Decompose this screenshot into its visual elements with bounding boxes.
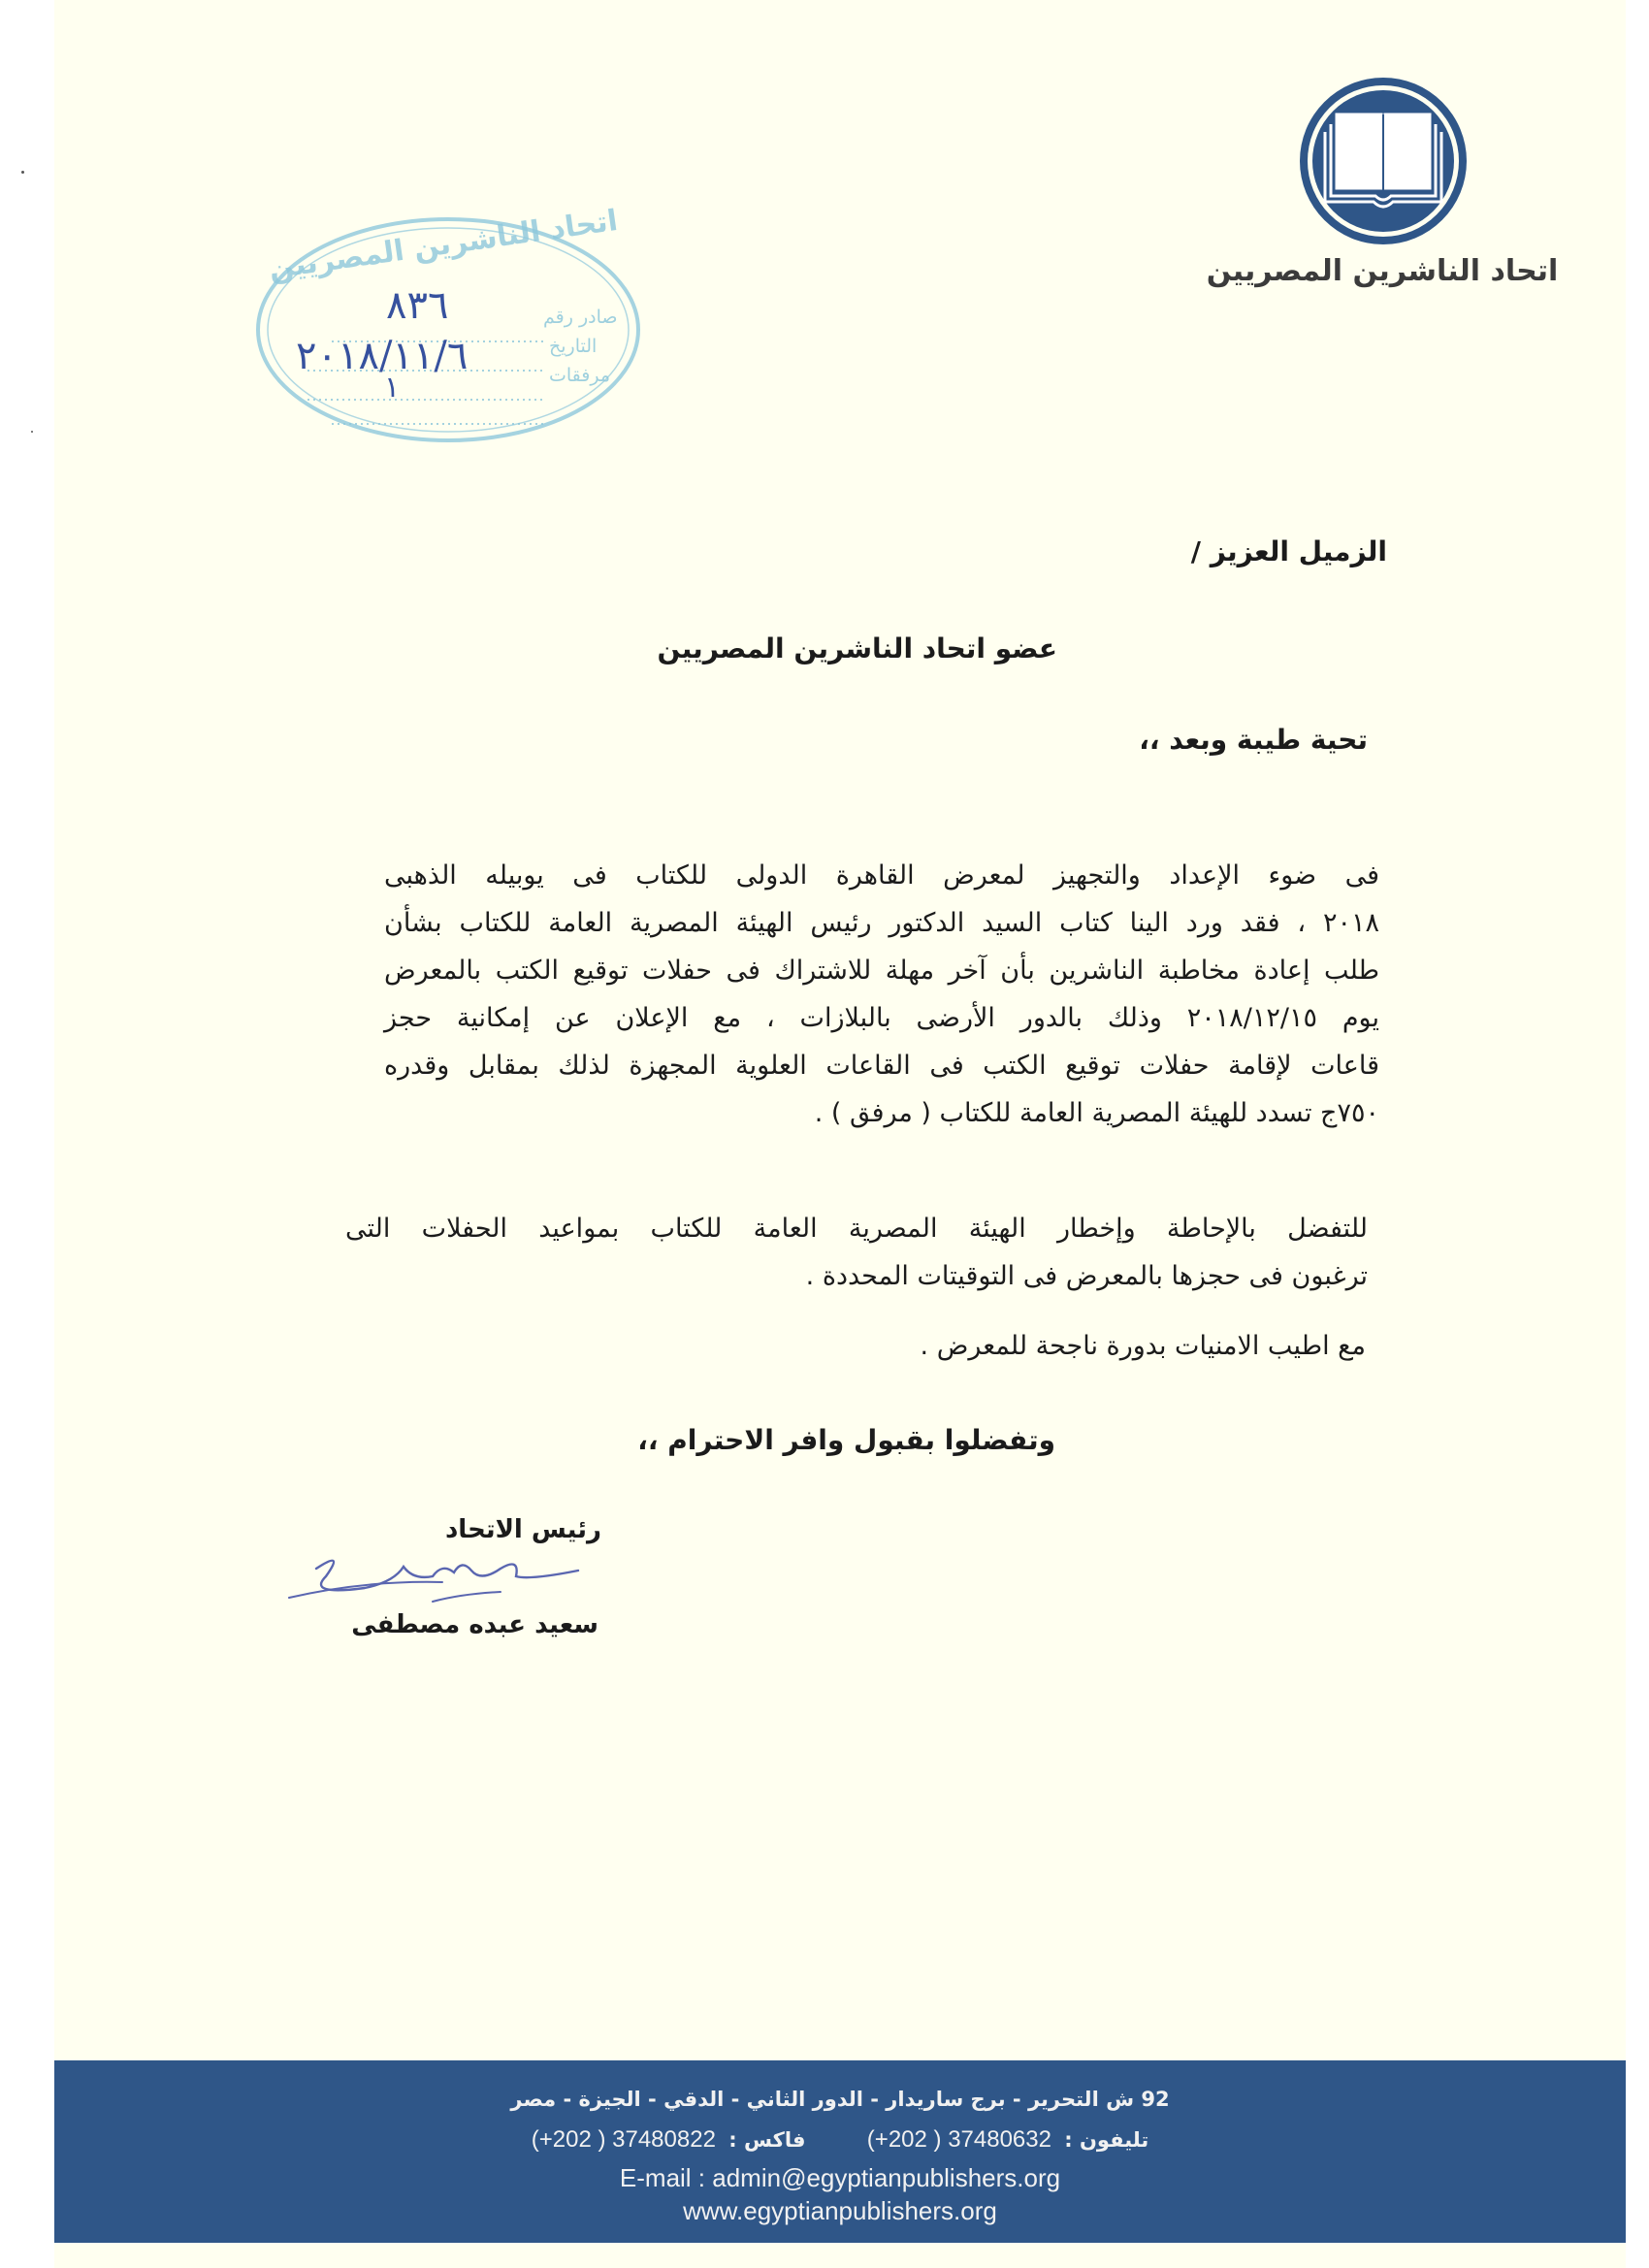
stamp-handwritten-attachments: ١ (384, 371, 401, 405)
signer-title: رئيس الاتحاد (444, 1515, 601, 1544)
footer-website[interactable]: www.egyptianpublishers.org (683, 2196, 997, 2225)
letterhead-footer (54, 2060, 1626, 2243)
fax-number: 37480822 ( 202+) (531, 2126, 716, 2153)
paragraph2-line: ترغبون فى حجزها بالمعرض فى التوقيتات المحددة . (805, 1261, 1368, 1291)
paragraph1-line: فى ضوء الإعداد والتجهيز لمعرض القاهرة الدولى للكتاب فى يوبيله الذهبى (384, 860, 1379, 891)
phone-number: 37480632 ( 202+) (866, 2126, 1051, 2153)
stamp-title: اتحاد الناشرين المصريين (266, 203, 620, 287)
scan-speck (21, 171, 24, 174)
open-book-icon (1298, 76, 1469, 246)
salutation: الزميل العزيز / (1190, 535, 1387, 567)
paragraph1-line: يوم ٢٠١٨/١٢/١٥ وذلك بالدور الأرضى بالبلازات ، مع الإعلان عن إمكانية حجز (384, 1003, 1379, 1033)
footer-phone-fax (54, 2126, 1626, 2154)
stamp-label-date: التاريخ (549, 336, 598, 357)
wishes-line: مع اطيب الامنيات بدورة ناجحة للمعرض . (920, 1331, 1366, 1361)
footer-address: 92 ش التحرير - برج ساريدار - الدور الثاني - الدقي - الجيزة - مصر (510, 2088, 1170, 2111)
stamp-label-number: صادر رقم (543, 307, 618, 328)
signer-name: سعيد عبده مصطفى (351, 1610, 598, 1639)
handwritten-signature (287, 1547, 617, 1615)
stamp-label-attachments: مرفقات (549, 365, 611, 386)
footer-email[interactable]: E-mail : admin@egyptianpublishers.org (619, 2163, 1061, 2192)
organization-name: اتحاد الناشرين المصريين (1206, 254, 1559, 288)
closing-line: وتفضلوا بقبول وافر الاحترام ،، (637, 1424, 1055, 1456)
paragraph1-line: طلب إعادة مخاطبة الناشرين بأن آخر مهلة للاشتراك فى حفلات توقيع الكتب بالمعرض (384, 956, 1379, 986)
paragraph2-line: للتفضل بالإحاطة وإخطار الهيئة المصرية العامة للكتاب بمواعيد الحفلات التى (345, 1214, 1368, 1244)
fax-label: فاكس : (728, 2128, 806, 2152)
paragraph1-line: ٧٥٠ج تسدد للهيئة المصرية العامة للكتاب ( مرفق ) . (814, 1098, 1379, 1128)
scan-speck (31, 431, 33, 433)
stamp-handwritten-number: ٨٣٦ (386, 283, 449, 328)
addressee: عضو اتحاد الناشرين المصريين (657, 632, 1057, 664)
paragraph1-line: ٢٠١٨ ، فقد ورد الينا كتاب السيد الدكتور رئيس الهيئة المصرية العامة للكتاب بشأن (384, 908, 1379, 938)
stamp-handwritten-date: ٢٠١٨/١١/٦ (296, 334, 469, 378)
paragraph1-line: قاعات لإقامة حفلات توقيع الكتب فى القاعات العلوية المجهزة لذلك بمقابل وقدره (384, 1051, 1379, 1081)
greeting: تحية طيبة وبعد ،، (1139, 724, 1368, 756)
phone-label: تليفون : (1064, 2128, 1149, 2152)
